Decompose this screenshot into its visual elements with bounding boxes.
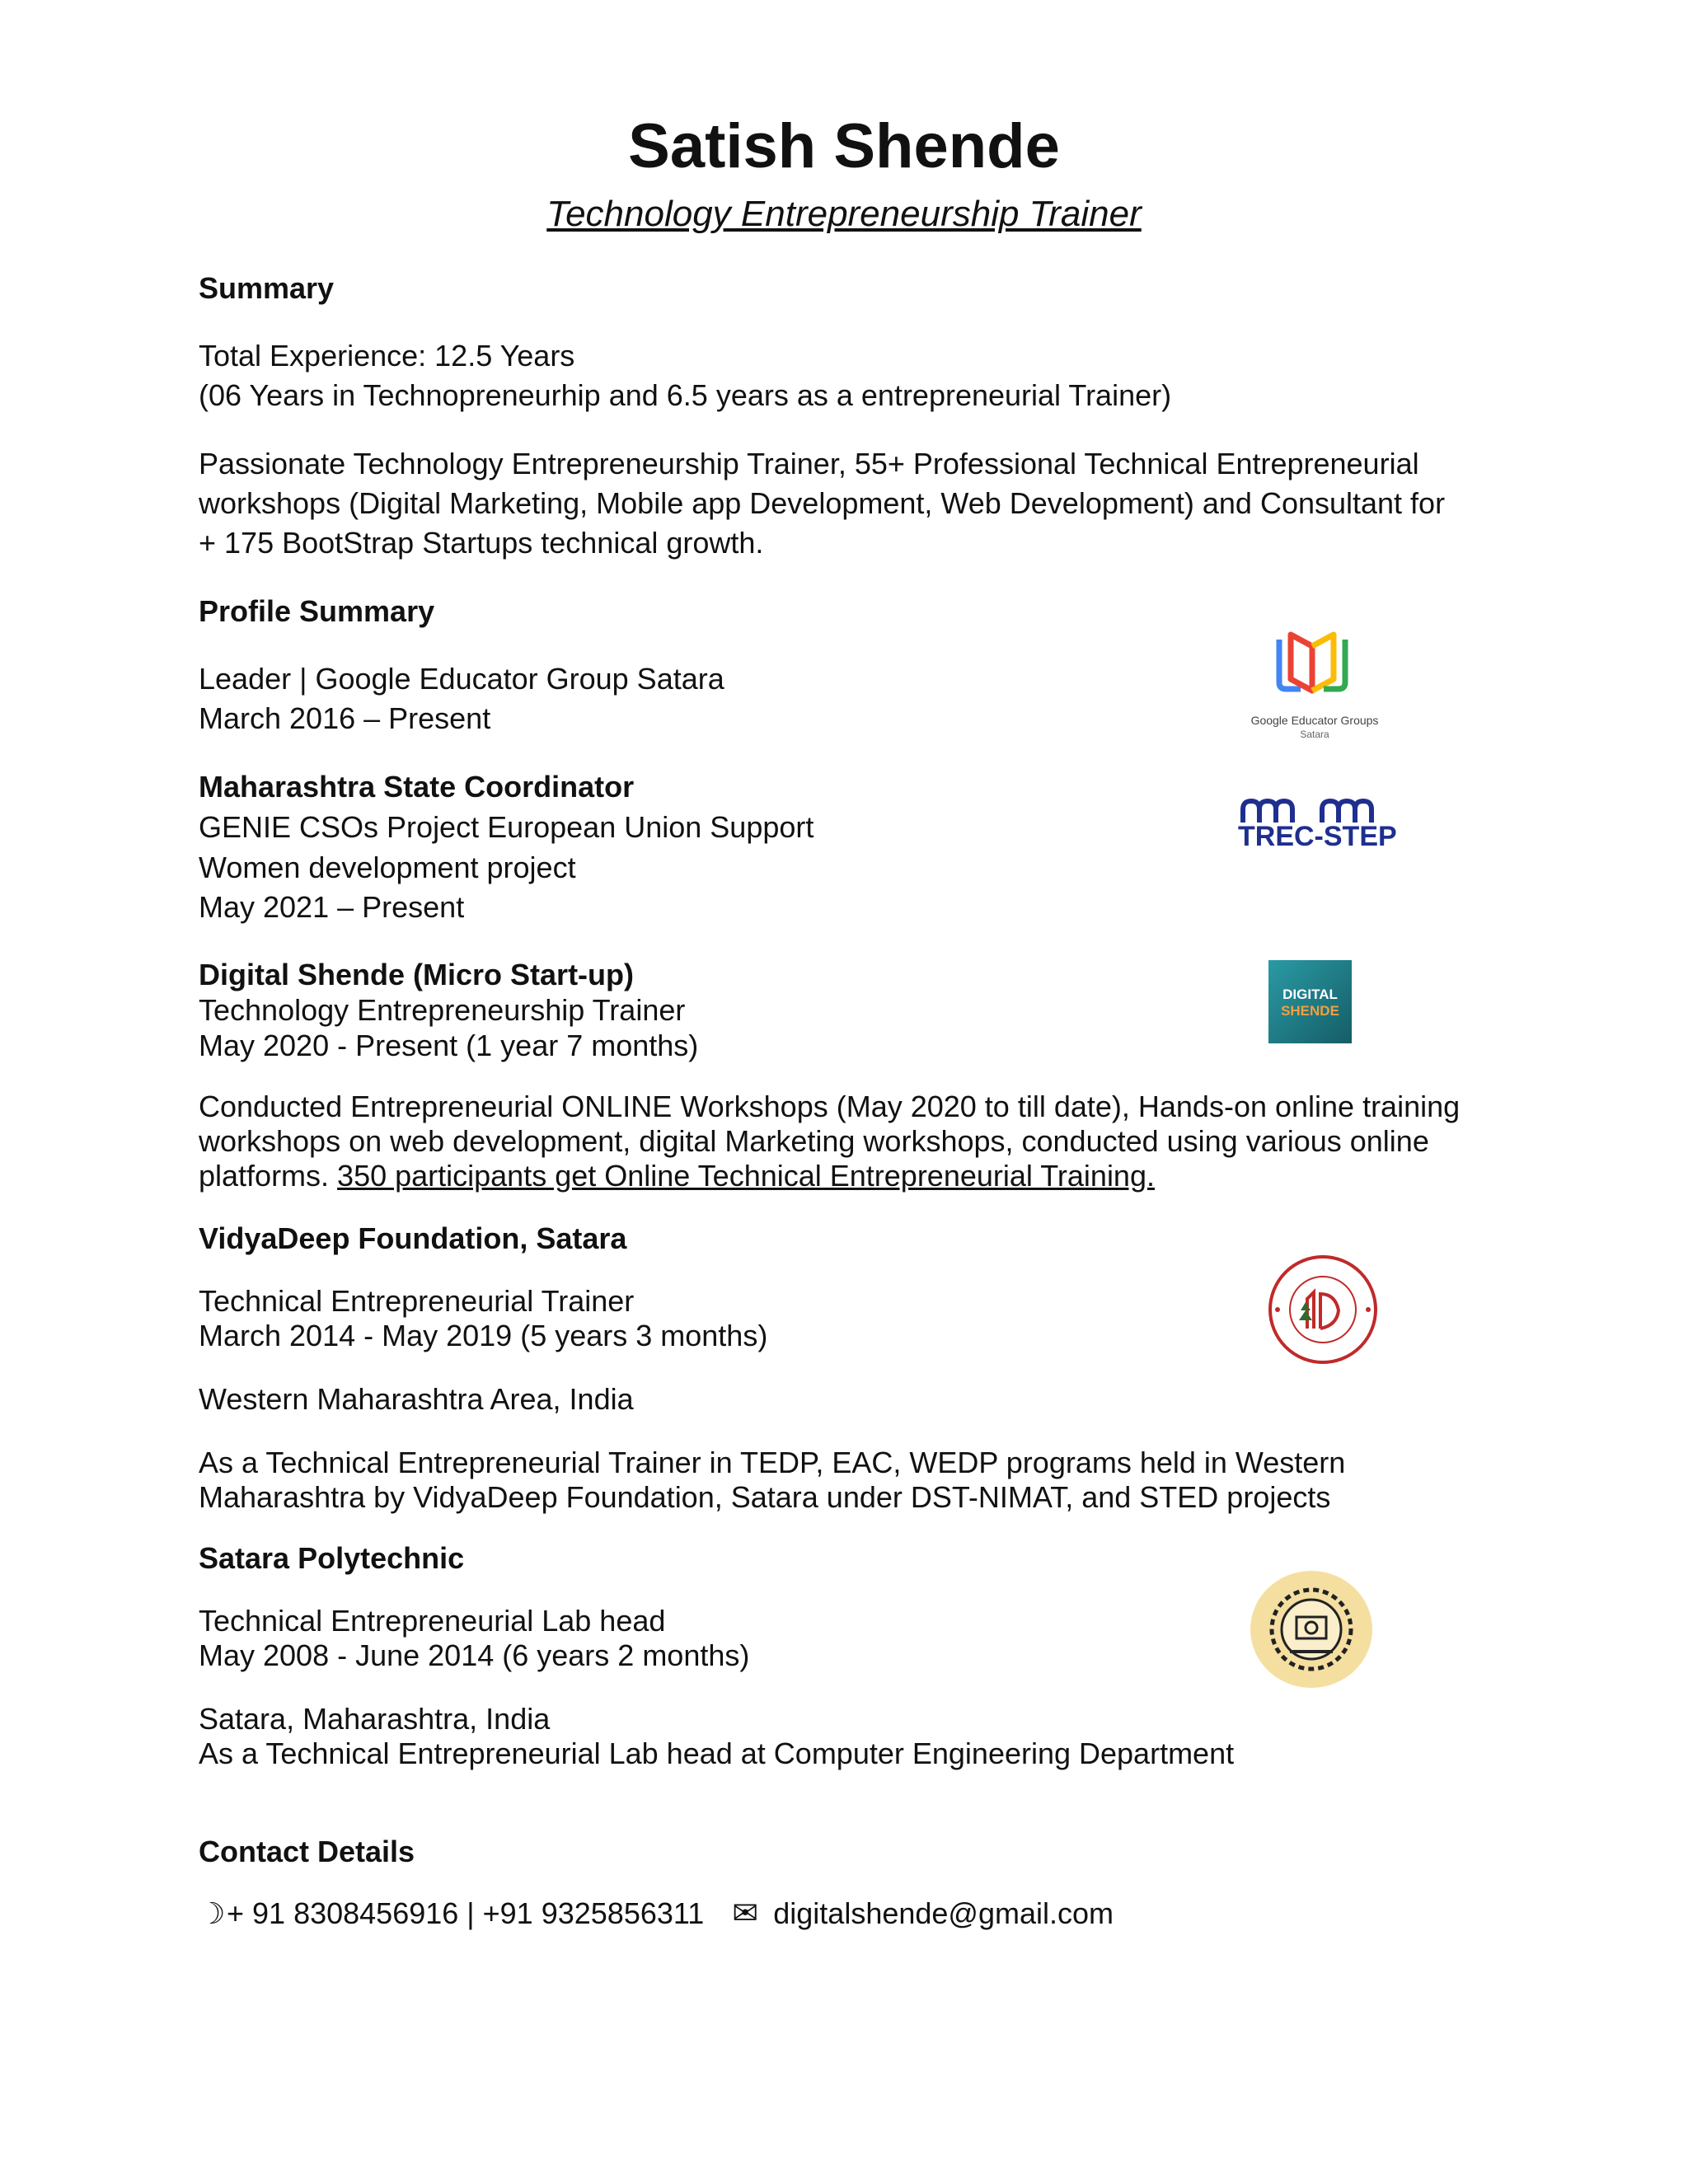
google-role: Leader | Google Educator Group Satara — [199, 662, 724, 696]
contact-heading: Contact Details — [199, 1835, 415, 1868]
satara-polytechnic-logo — [1249, 1569, 1374, 1690]
google-logo-caption: Google Educator Groups — [1250, 714, 1379, 727]
polytechnic-dates: May 2008 - June 2014 (6 years 2 months) — [199, 1638, 750, 1672]
digital-shende-logo — [1268, 960, 1352, 1043]
vidyadeep-location: Western Maharashtra Area, India — [199, 1382, 634, 1416]
polytechnic-title: Satara Polytechnic — [199, 1541, 465, 1575]
google-dates: March 2016 – Present — [199, 701, 491, 735]
contact-line — [199, 1895, 1114, 1933]
total-experience: Total Experience: 12.5 Years — [199, 339, 575, 373]
para-prefix: platforms. — [199, 1159, 338, 1193]
vidyadeep-title: VidyaDeep Foundation, Satara — [199, 1221, 627, 1255]
trec-step-arches-icon — [1236, 796, 1401, 824]
summary-para-line: + 175 BootStrap Startups technical growth. — [199, 526, 764, 560]
digital-shende-role: Technology Entrepreneurship Trainer — [199, 993, 686, 1027]
vidyadeep-para-line: Maharashtra by VidyaDeep Foundation, Satara under DST-NIMAT, and STED projects — [199, 1480, 1331, 1514]
digital-shende-logo-text2: SHENDE — [1281, 1003, 1339, 1019]
digital-shende-para-line: workshops on web development, digital Marketing workshops, conducted using various online — [199, 1124, 1429, 1158]
msc-line: GENIE CSOs Project European Union Support — [199, 810, 814, 844]
participants-link[interactable]: 350 participants get Online Technical Entrepreneurial Training. — [337, 1159, 1155, 1193]
phone-icon: ☽ — [199, 1896, 226, 1930]
vidyadeep-foundation-logo — [1266, 1253, 1380, 1366]
digital-shende-logo-text: DIGITAL — [1282, 987, 1338, 1002]
google-educator-groups-logo — [1236, 625, 1393, 748]
email-icon: ✉ — [732, 1896, 759, 1931]
digital-shende-para-line: Conducted Entrepreneurial ONLINE Workshops (May 2020 to till date), Hands-on online training — [199, 1090, 1461, 1123]
digital-shende-title: Digital Shende (Micro Start-up) — [199, 958, 635, 991]
digital-shende-dates: May 2020 - Present (1 year 7 months) — [199, 1029, 699, 1062]
msc-dates: May 2021 – Present — [199, 890, 465, 924]
experience-detail: (06 Years in Technopreneurhip and 6.5 years as a entrepreneurial Trainer) — [199, 378, 1172, 412]
trec-step-logo-text: TREC-STEP — [1238, 821, 1397, 852]
summary-para-line: workshops (Digital Marketing, Mobile app Development, Web Development) and Consultant for — [199, 486, 1446, 520]
polytechnic-emblem-icon — [1249, 1569, 1374, 1690]
msc-title: Maharashtra State Coordinator — [199, 770, 635, 804]
email-address[interactable]: digitalshende@gmail.com — [773, 1896, 1114, 1930]
polytechnic-description: As a Technical Entrepreneurial Lab head at Computer Engineering Department — [199, 1736, 1235, 1770]
polytechnic-role: Technical Entrepreneurial Lab head — [199, 1604, 666, 1638]
phone-numbers[interactable]: + 91 8308456916 | +91 9325856311 — [227, 1896, 705, 1930]
digital-shende-para-line — [199, 1159, 1155, 1193]
trec-step-logo — [1236, 796, 1401, 854]
vidyadeep-role: Technical Entrepreneurial Trainer — [199, 1284, 635, 1318]
google-logo-subcaption: Satara — [1300, 729, 1329, 740]
vidyadeep-seal-icon — [1266, 1253, 1380, 1366]
summary-heading: Summary — [199, 271, 335, 305]
polytechnic-location: Satara, Maharashtra, India — [199, 1702, 551, 1736]
profile-summary-heading: Profile Summary — [199, 594, 435, 628]
vidyadeep-dates: March 2014 - May 2019 (5 years 3 months) — [199, 1319, 768, 1352]
vidyadeep-para-line: As a Technical Entrepreneurial Trainer in TEDP, EAC, WEDP programs held in Western — [199, 1446, 1346, 1479]
person-name: Satish Shende — [628, 111, 1060, 181]
summary-para-line: Passionate Technology Entrepreneurship Trainer, 55+ Professional Technical Entrepreneurial — [199, 447, 1419, 480]
msc-line: Women development project — [199, 851, 576, 884]
person-title: Technology Entrepreneurship Trainer — [546, 194, 1142, 234]
